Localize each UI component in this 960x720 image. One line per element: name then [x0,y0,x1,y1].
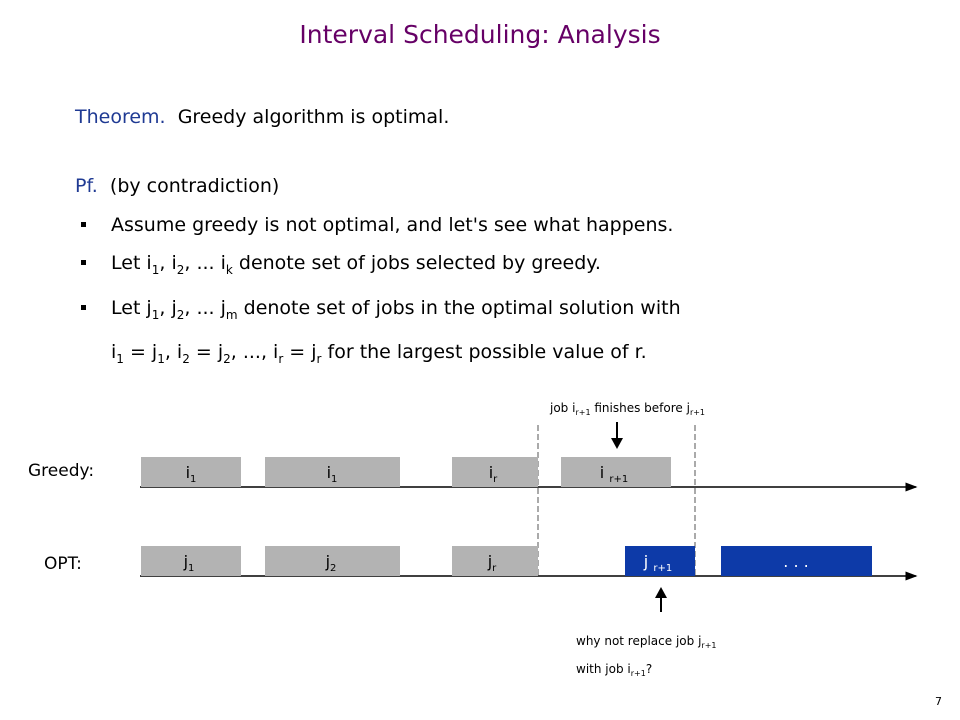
subscript: r [278,351,284,366]
bottom-annotation-line1: why not replace job $j_{r+1}$ [576,634,717,650]
top-annotation: job $i_{r+1}$ finishes before $j_{r+1}$ [550,401,706,417]
subscript: 2 [223,351,231,366]
job-label: $j_1$ [183,552,195,574]
subscript: 2 [182,351,190,366]
opt-job-remaining [721,546,872,576]
text-part: = j [283,340,317,363]
subscript: 1 [151,307,160,322]
job-label: $i_1$ [185,463,197,485]
opt-job-r [452,546,538,576]
subscript: 1 [151,262,160,277]
text-part: for the largest possible value of r. [321,340,647,363]
text-part: i [111,340,117,363]
theorem-text: Greedy algorithm is optimal. [177,106,450,128]
down-arrow-icon [611,422,623,449]
job-label: $i_1$ [326,463,338,485]
subscript: 2 [176,307,185,322]
text-part: Let j [111,296,152,319]
text-part: , i [164,340,183,363]
greedy-job-2 [265,457,400,487]
proof-label: Pf. [75,175,98,197]
slide-title: Interval Scheduling: Analysis [299,20,661,49]
greedy-job-r [452,457,538,487]
bullet-text: Assume greedy is not optimal, and let's see what happens. [111,214,674,236]
theorem-label: Theorem. [75,106,166,128]
opt-job-1 [141,546,241,576]
ellipsis-label: . . . [783,552,809,571]
greedy-job-r-plus-1 [561,457,671,487]
page-number: 7 [935,695,942,708]
subscript: r [316,351,322,366]
text-part: , ..., i [230,340,279,363]
up-arrow-icon [655,587,667,612]
text-part: , ... i [184,252,226,274]
text-part: Let i [111,252,152,274]
job-label: $j_2$ [325,552,337,574]
greedy-label: Greedy: [28,461,95,481]
subscript: k [225,262,233,277]
text-part: , j [159,296,177,319]
opt-job-r-plus-1 [625,546,695,576]
text-part: denote set of jobs in the optimal solution with [237,296,681,319]
text-part: , i [159,252,177,274]
subscript: 2 [176,262,185,277]
opt-job-2 [265,546,400,576]
job-label: $j_r$ [487,552,497,574]
subscript: 1 [157,351,165,366]
job-label: j $_{r+1}$ [643,552,673,574]
subscript: m [225,307,238,322]
job-label: $i_r$ [488,463,498,485]
job-label: i $_{r+1}$ [599,463,629,485]
proof-text: (by contradiction) [109,175,280,197]
text-part: = j [189,340,224,363]
opt-label: OPT: [44,554,82,574]
greedy-job-1 [141,457,241,487]
text-part: = j [123,340,158,363]
subscript: 1 [116,351,124,366]
text-part: denote set of jobs selected by greedy. [232,252,601,274]
text-part: , ... j [184,296,226,319]
bottom-annotation-line2: with job $i_{r+1}$? [576,662,653,678]
